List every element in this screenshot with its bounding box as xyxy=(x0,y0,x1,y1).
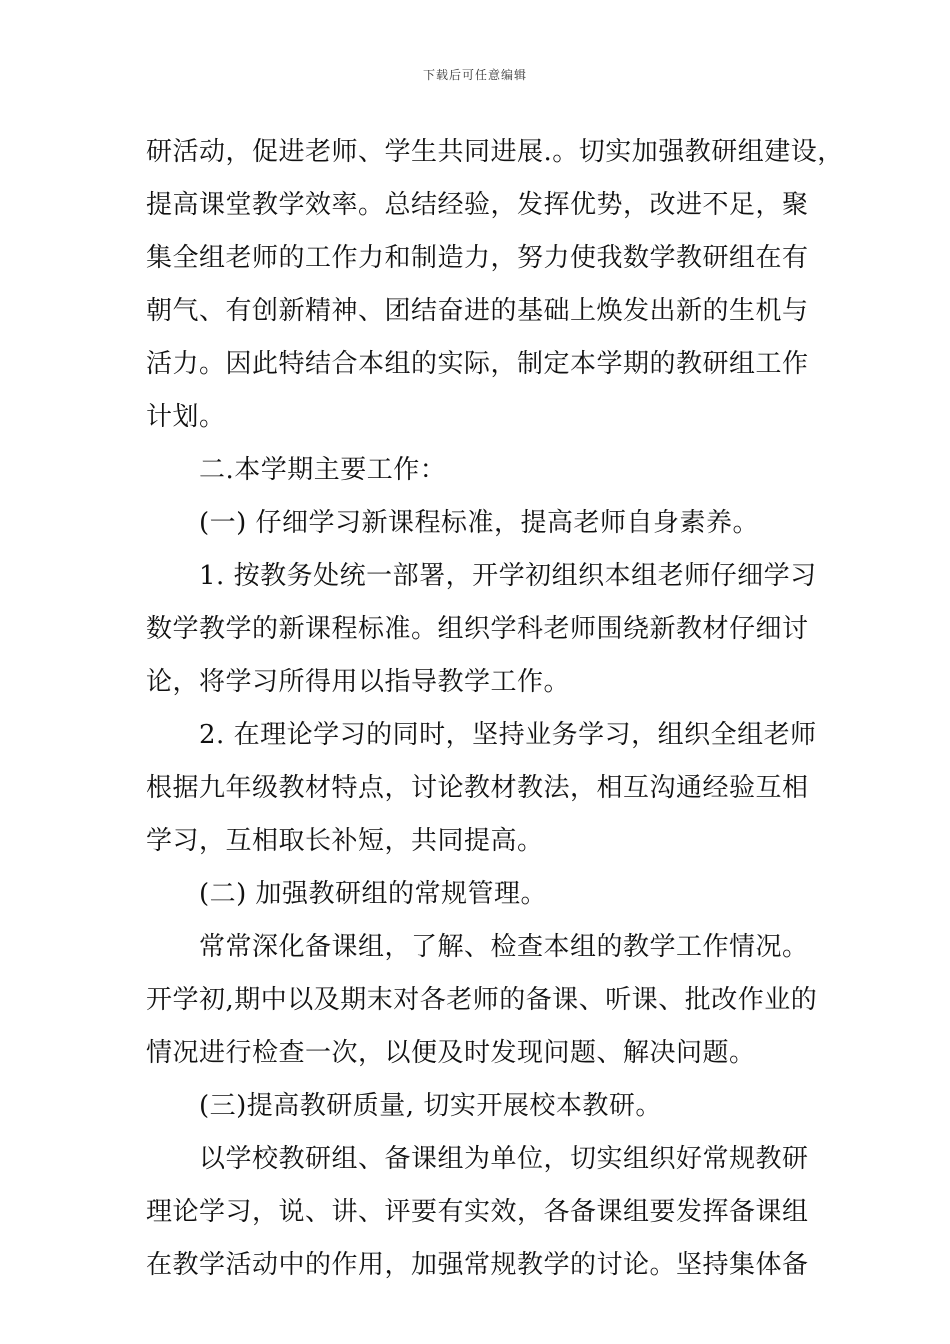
text-line: 论，将学习所得用以指导教学工作。 xyxy=(146,667,571,697)
text-line: 计划。 xyxy=(146,402,226,432)
text-line: 集全组老师的工作力和制造力，努力使我数学教研组在有 xyxy=(146,243,809,273)
paragraph-start: 常常深化备课组，了解、检查本组的教学工作情况。 xyxy=(199,932,809,962)
text-line: 根据九年级教材特点，讨论教材教法，相互沟通经验互相 xyxy=(146,773,809,803)
page-header: 下载后可任意编辑 xyxy=(422,68,527,82)
paragraph-start: 2. 在理论学习的同时，坚持业务学习，组织全组老师 xyxy=(199,720,817,750)
text-line: 活力。因此特结合本组的实际，制定本学期的教研组工作 xyxy=(146,349,809,379)
text-line: 理论学习，说、讲、评要有实效，各备课组要发挥备课组 xyxy=(146,1197,809,1227)
text-line: 开学初,期中以及期末对各老师的备课、听课、批改作业的 xyxy=(146,985,818,1015)
text-line: 朝气、有创新精神、团结奋进的基础上焕发出新的生机与 xyxy=(146,296,809,326)
text-line: 情况进行检查一次，以便及时发现问题、解决问题。 xyxy=(146,1038,756,1068)
paragraph-start: 1. 按教务处统一部署，开学初组织本组老师仔细学习 xyxy=(199,561,817,591)
subsection-heading: (二) 加强教研组的常规管理。 xyxy=(199,879,548,909)
subsection-heading: (一) 仔细学习新课程标准，提高老师自身素养。 xyxy=(199,508,760,538)
section-heading: 二.本学期主要工作： xyxy=(199,455,447,485)
text-line: 研活动，促进老师、学生共同进展.。切实加强教研组建设， xyxy=(146,137,844,167)
subsection-heading: (三)提高教研质量, 切实开展校本教研。 xyxy=(199,1091,662,1121)
paragraph-start: 以学校教研组、备课组为单位，切实组织好常规教研 xyxy=(199,1144,809,1174)
text-line: 提高课堂教学效率。总结经验，发挥优势，改进不足，聚 xyxy=(146,190,809,220)
text-line: 在教学活动中的作用，加强常规教学的讨论。坚持集体备 xyxy=(146,1250,809,1280)
document-body xyxy=(146,126,844,1292)
text-line: 学习，互相取长补短，共同提高。 xyxy=(146,826,544,856)
text-line: 数学教学的新课程标准。组织学科老师围绕新教材仔细讨 xyxy=(146,614,809,644)
